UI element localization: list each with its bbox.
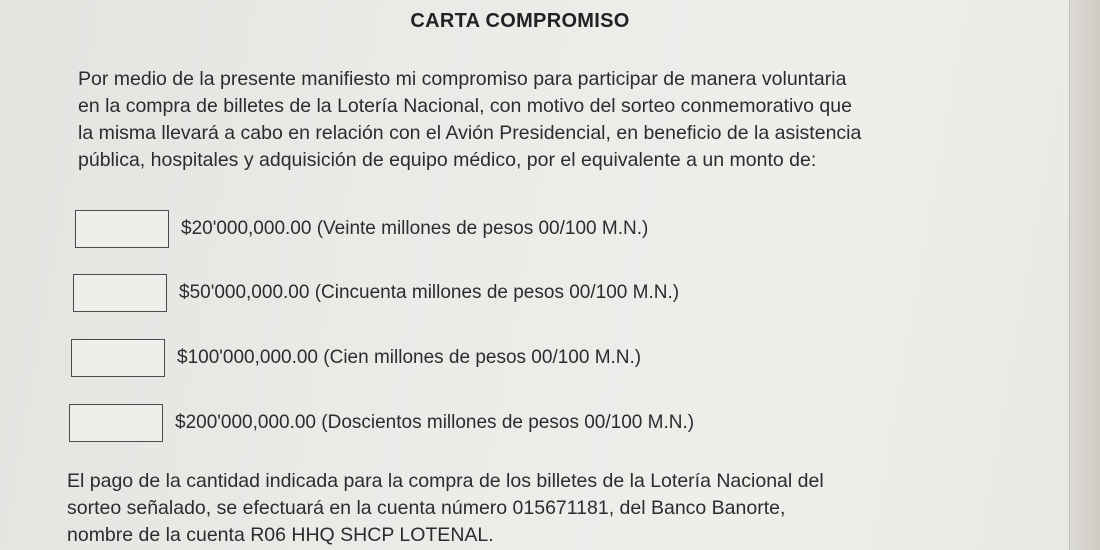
payment-line: El pago de la cantidad indicada para la compra de los billetes de la Lotería Nacional del: [67, 470, 824, 492]
amount-option-20m[interactable]: [75, 210, 648, 248]
intro-line: la misma llevará a cabo en relación con el Avión Presidencial, en beneficio de la asistencia: [78, 122, 862, 144]
amount-option-100m[interactable]: [71, 339, 641, 377]
intro-line: en la compra de billetes de la Lotería Nacional, con motivo del sorteo conmemorativo que: [78, 95, 852, 117]
paper-edge: [1069, 0, 1100, 550]
intro-paragraph: [78, 66, 978, 174]
amount-checkbox[interactable]: [69, 404, 163, 442]
amount-option-label: $50'000,000.00 (Cincuenta millones de pesos 00/100 M.N.): [179, 282, 680, 303]
payment-line: sorteo señalado, se efectuará en la cuenta número 015671181, del Banco Banorte,: [67, 497, 786, 519]
payment-paragraph: [67, 468, 1007, 549]
amount-checkbox[interactable]: [75, 210, 169, 248]
payment-line: nombre de la cuenta R06 HHQ SHCP LOTENAL.: [67, 524, 494, 546]
document-title: CARTA COMPROMISO: [410, 10, 630, 32]
amount-checkbox[interactable]: [71, 339, 165, 377]
intro-line: pública, hospitales y adquisición de equipo médico, por el equivalente a un monto de:: [78, 149, 817, 171]
amount-option-label: $20'000,000.00 (Veinte millones de pesos 00/100 M.N.): [181, 218, 649, 239]
amount-option-200m[interactable]: [69, 404, 694, 442]
amount-checkbox[interactable]: [73, 274, 167, 312]
amount-option-label: $100'000,000.00 (Cien millones de pesos 00/100 M.N.): [177, 347, 642, 368]
amount-option-50m[interactable]: [73, 274, 679, 312]
intro-line: Por medio de la presente manifiesto mi compromiso para participar de manera voluntaria: [78, 68, 847, 90]
amount-option-label: $200'000,000.00 (Doscientos millones de pesos 00/100 M.N.): [175, 412, 695, 433]
